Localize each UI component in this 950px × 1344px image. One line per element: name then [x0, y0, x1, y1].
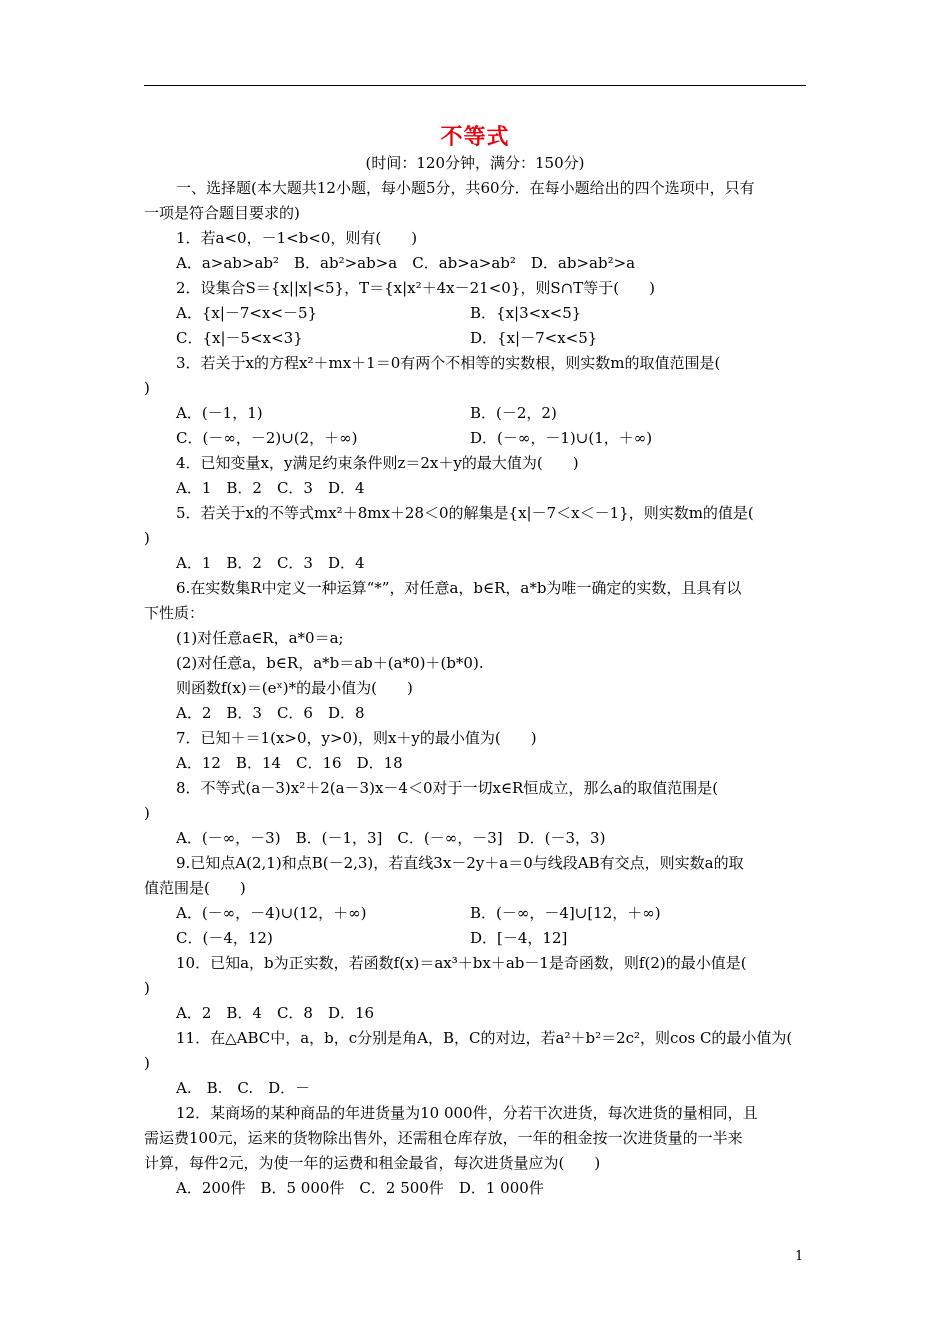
page-title: 不等式 [440, 124, 510, 150]
q10-stem-cont: ) [144, 979, 150, 997]
q8-stem-cont: ) [144, 804, 150, 822]
q12-stem-cont-1: 需运费100元，运来的货物除出售外，还需租仓库存放，一年的租金按一次进货量的一半来 [144, 1129, 743, 1147]
q4-options: A．1 B．2 C．3 D．4 [176, 479, 365, 497]
q6-question: 则函数f(x)＝(eˣ)*的最小值为( ) [176, 679, 413, 697]
q9-option-a: A．(－∞，－4)∪(12，＋∞) [176, 904, 367, 922]
q12-options: A．200件 B．5 000件 C．2 500件 D．1 000件 [176, 1179, 544, 1197]
q3-stem-cont: ) [144, 379, 150, 397]
page-number: 1 [795, 1249, 804, 1264]
section-intro-line-1: 一、选择题(本大题共12小题，每小题5分，共60分．在每小题给出的四个选项中，只有 [176, 179, 755, 197]
q3-option-a: A．(－1，1) [176, 404, 263, 422]
q5-options: A．1 B．2 C．3 D．4 [176, 554, 365, 572]
q6-property-2: (2)对任意a，b∈R，a*b＝ab＋(a*0)＋(b*0). [176, 654, 484, 672]
q2-option-b: B．{x|3<x<5} [470, 304, 582, 322]
q2-option-d: D．{x|－7<x<5} [470, 329, 598, 347]
q3-option-b: B．(－2，2) [470, 404, 557, 422]
q11-stem-cont: ) [144, 1054, 150, 1072]
q11-stem: 11．在△ABC中，a，b，c分别是角A，B，C的对边，若a²＋b²＝2c²，则cos C的最小值为( [176, 1029, 793, 1047]
q9-option-c: C．(－4，12) [176, 929, 273, 947]
q6-stem: 6.在实数集R中定义一种运算“*”，对任意a，b∈R，a*b为唯一确定的实数，且具有以 [176, 579, 742, 597]
q7-options: A．12 B．14 C．16 D．18 [176, 754, 403, 772]
q2-option-c: C．{x|－5<x<3} [176, 329, 303, 347]
q9-option-d: D．[－4，12] [470, 929, 568, 947]
q5-stem: 5．若关于x的不等式mx²＋8mx＋28＜0的解集是{x|－7＜x＜－1}，则实数m的值是( [176, 504, 754, 522]
q12-stem: 12．某商场的某种商品的年进货量为10 000件，分若干次进货，每次进货的量相同，且 [176, 1104, 758, 1122]
q4-stem: 4．已知变量x，y满足约束条件则z＝2x＋y的最大值为( ) [176, 454, 579, 472]
q12-stem-cont-2: 计算，每件2元，为使一年的运费和租金最省，每次进货量应为( ) [144, 1154, 601, 1172]
q6-stem-cont: 下性质： [144, 604, 205, 622]
q8-options: A．(－∞，－3) B．(－1，3] C．(－∞，－3] D．(－3，3) [176, 829, 606, 847]
q2-stem: 2．设集合S＝{x||x|<5}，T＝{x|x²＋4x－21<0}，则S∩T等于( ) [176, 279, 655, 297]
q2-option-a: A．{x|－7<x<－5} [176, 304, 318, 322]
q11-options: A. B. C. D．－ [176, 1079, 311, 1097]
q6-options: A．2 B．3 C．6 D．8 [176, 704, 365, 722]
q9-option-b: B．(－∞，－4]∪[12，＋∞) [470, 904, 661, 922]
q1-options: A．a>ab>ab² B．ab²>ab>a C．ab>a>ab² D．ab>ab²>a [176, 254, 636, 272]
q10-options: A．2 B．4 C．8 D．16 [176, 1004, 375, 1022]
q7-stem: 7．已知＋＝1(x>0，y>0)，则x＋y的最小值为( ) [176, 729, 537, 747]
q5-stem-cont: ) [144, 529, 150, 547]
header-rule [144, 85, 806, 86]
q3-option-d: D．(－∞，－1)∪(1，＋∞) [470, 429, 653, 447]
q3-stem: 3．若关于x的方程x²＋mx＋1＝0有两个不相等的实数根，则实数m的取值范围是( [176, 354, 721, 372]
q10-stem: 10．已知a，b为正实数，若函数f(x)＝ax³＋bx＋ab－1是奇函数，则f(2)的最小值是( [176, 954, 747, 972]
q9-stem-cont: 值范围是( ) [144, 879, 246, 897]
q8-stem: 8．不等式(a－3)x²＋2(a－3)x－4＜0对于一切x∈R恒成立，那么a的取值范围是( [176, 779, 719, 797]
q3-option-c: C．(－∞，－2)∪(2，＋∞) [176, 429, 358, 447]
q9-stem: 9.已知点A(2,1)和点B(－2,3)，若直线3x－2y＋a＝0与线段AB有交点，则实数a的取 [176, 854, 744, 872]
q6-property-1: (1)对任意a∈R，a*0＝a; [176, 629, 344, 647]
page-subtitle: (时间：120分钟，满分：150分) [365, 154, 585, 172]
section-intro-line-2: 一项是符合题目要求的) [144, 204, 300, 222]
q1-stem: 1．若a<0，－1<b<0，则有( ) [176, 229, 418, 247]
